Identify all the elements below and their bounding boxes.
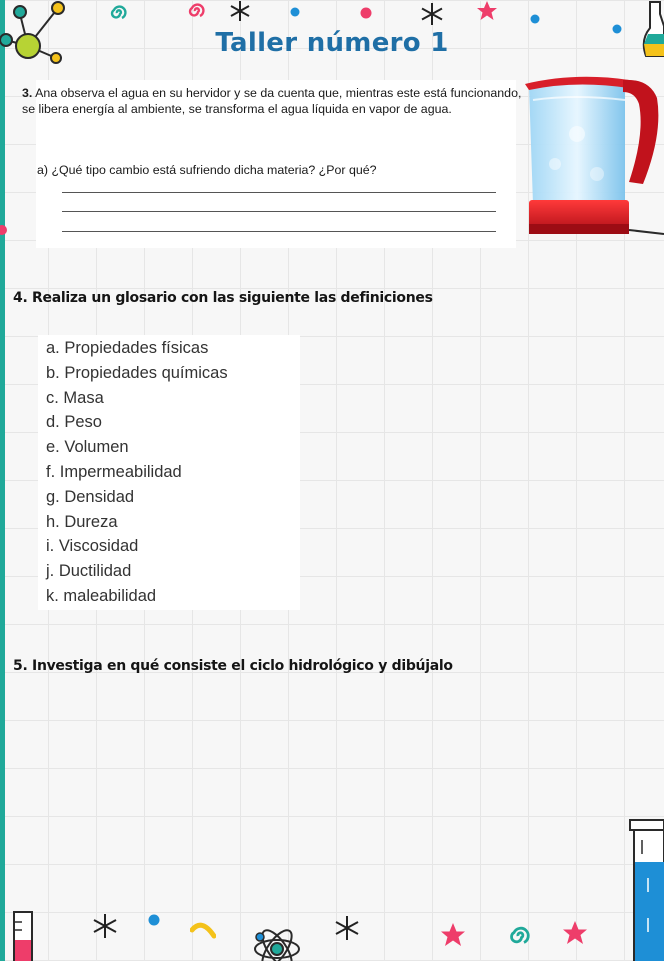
left-accent-bar xyxy=(0,0,5,961)
page-title: Taller número 1 xyxy=(215,28,449,58)
question-4-heading: 4. Realiza un glosario con las siguiente las definiciones xyxy=(13,290,433,306)
question-3-number: 3. xyxy=(22,86,33,100)
glossary-item: d. Peso xyxy=(46,413,102,432)
test-tube-icon xyxy=(618,818,664,961)
asterisk-icon xyxy=(334,915,360,941)
spiral-icon xyxy=(184,0,206,22)
glossary-item: f. Impermeabilidad xyxy=(46,462,182,481)
glossary-item: a. Propiedades físicas xyxy=(46,339,209,357)
star-icon xyxy=(562,920,588,946)
glossary-item: h. Dureza xyxy=(46,512,118,531)
glossary-item: e. Volumen xyxy=(46,438,129,457)
glossary-item: k. maleabilidad xyxy=(46,586,157,605)
banana-icon xyxy=(190,918,216,940)
test-tube-icon xyxy=(10,910,36,961)
dot-icon xyxy=(530,14,540,24)
question-5-heading: 5. Investiga en qué consiste el ciclo hidrológico y dibújalo xyxy=(13,658,453,674)
spiral-icon xyxy=(505,923,531,949)
glossary-item: j. Ductilidad xyxy=(46,562,132,581)
star-icon xyxy=(440,922,466,948)
question-3-body: Ana observa el agua en su hervidor y se da cuenta que, mientras este está funcionando, se libera energía al ambiente, se transforma el agua líquida en vapor de agua. xyxy=(22,86,522,116)
question-3-text xyxy=(22,86,522,117)
glossary-list xyxy=(46,336,228,609)
answer-line[interactable] xyxy=(62,211,496,212)
answer-line[interactable] xyxy=(62,192,496,193)
glossary-item: c. Masa xyxy=(46,388,104,407)
glossary-item: b. Propiedades químicas xyxy=(46,363,228,382)
answer-line[interactable] xyxy=(62,231,496,232)
kettle-image xyxy=(525,74,664,244)
atom-icon xyxy=(252,925,302,961)
dot-icon xyxy=(360,7,372,19)
spiral-icon xyxy=(106,2,128,24)
asterisk-icon xyxy=(229,0,251,22)
asterisk-icon xyxy=(420,2,444,26)
glossary-item: i. Viscosidad xyxy=(46,537,139,556)
dot-icon xyxy=(0,223,8,237)
glossary-item: g. Densidad xyxy=(46,487,135,506)
question-3a-prompt: a) ¿Qué tipo cambio está sufriendo dicha materia? ¿Por qué? xyxy=(37,163,377,177)
dot-icon xyxy=(290,7,300,17)
dot-icon xyxy=(148,914,160,926)
asterisk-icon xyxy=(92,913,118,939)
star-icon xyxy=(476,0,498,22)
